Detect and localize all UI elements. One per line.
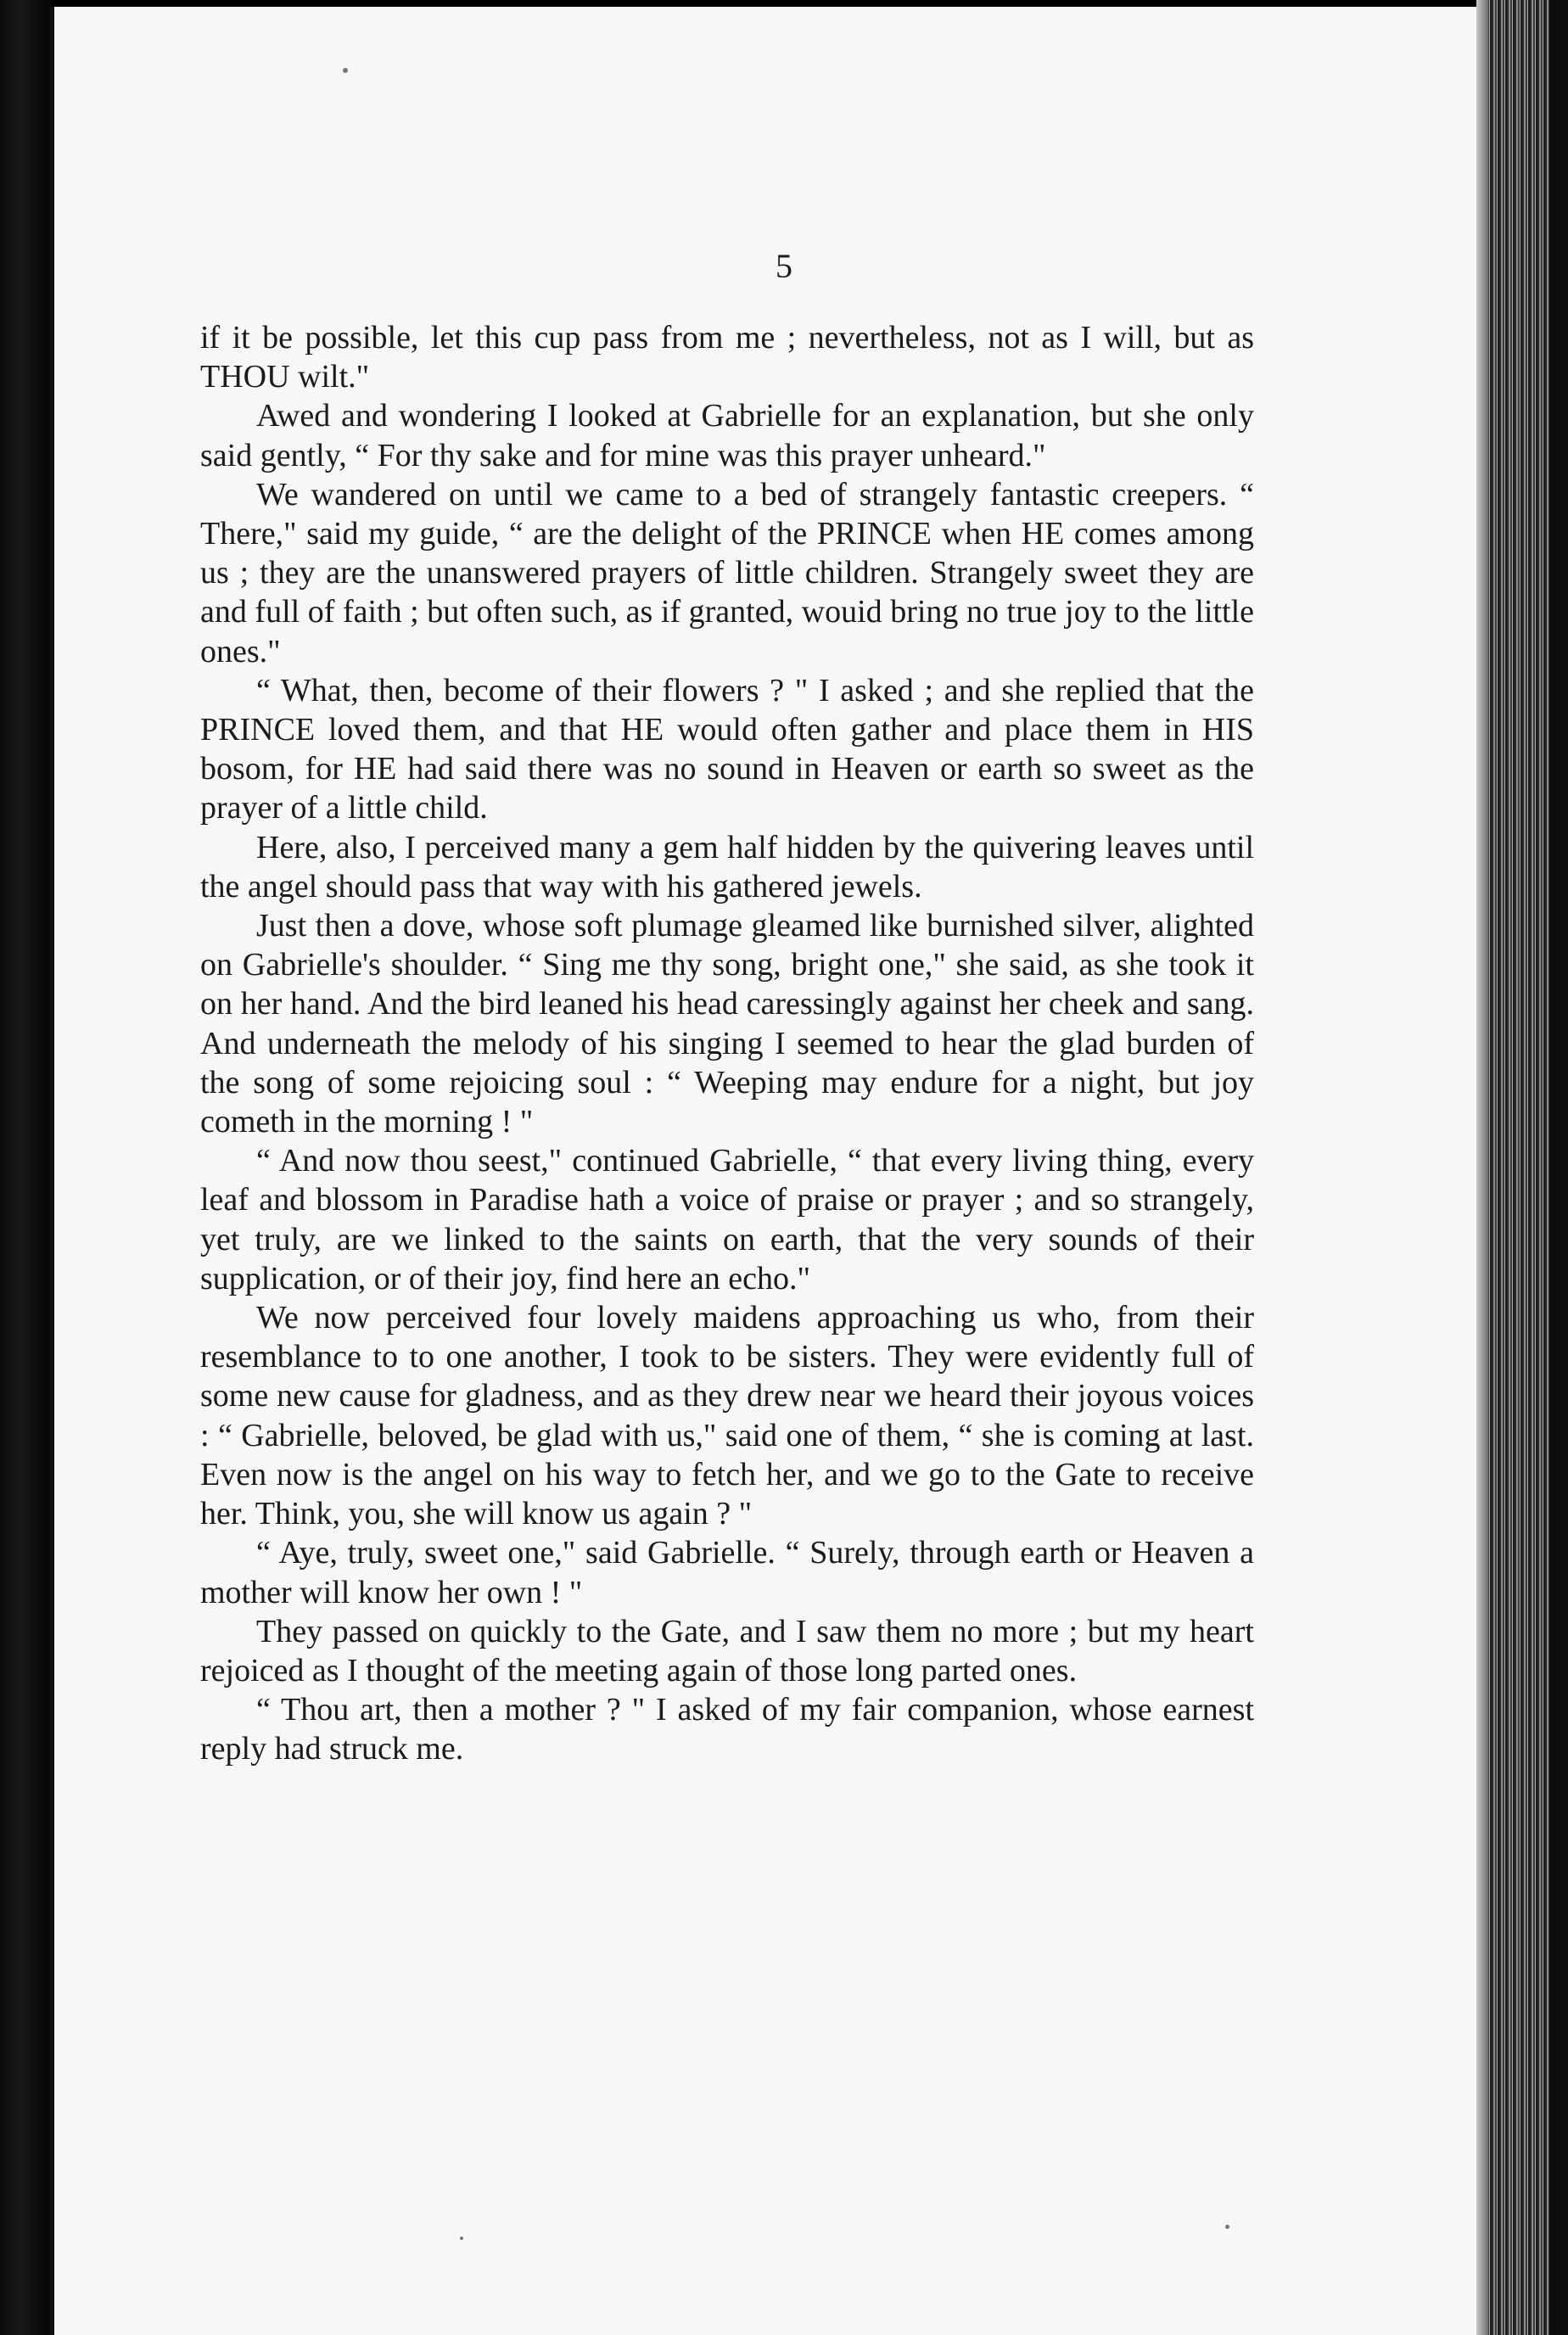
paragraph: Just then a dove, whose soft plumage gleamed like burnished silver, alighted on Gabrielle's shoulder. “ Sing me thy song, bright one," she said, as she took it on her hand. And the bird leaned his head caressingly against her cheek and sang. And underneath the melody of his singing I seemed to hear the glad burden of the song of some rejoicing soul : “ Weeping may endure for a night, but joy cometh in the morning ! " xyxy=(200,908,1254,1140)
body-text xyxy=(200,318,1254,1769)
paper-speck xyxy=(1225,2225,1229,2229)
paragraph: Here, also, I perceived many a gem half hidden by the quivering leaves until the angel should pass that way with his gathered jewels. xyxy=(200,829,1254,904)
paragraph: Awed and wondering I looked at Gabrielle for an explanation, but she only said gently, “ For thy sake and for mine was this prayer unheard." xyxy=(200,398,1254,473)
paragraph: “ Thou art, then a mother ? " I asked of my fair companion, whose earnest reply had struck me. xyxy=(200,1692,1254,1767)
paragraph: They passed on quickly to the Gate, and I saw them no more ; but my heart rejoiced as I thought of the meeting again of those long parted ones. xyxy=(200,1613,1254,1688)
book-fore-edge xyxy=(1476,0,1568,2335)
paragraph: We wandered on until we came to a bed of strangely fantastic creepers. “ There," said my guide, “ are the delight of the PRINCE when HE comes among us ; they are the unanswered prayers of little children. Strangely sweet they are and full of faith ; but often such, as if granted, wouid bring no true joy to the little ones." xyxy=(200,476,1254,669)
paragraph: We now perceived four lovely maidens approaching us who, from their resemblance to to one another, I took to be sisters. They were evidently full of some new cause for gladness, and as they drew near we heard their joyous voices : “ Gabrielle, beloved, be glad with us," said one of them, “ she is coming at last. Even now is the angel on his way to fetch her, and we go to the Gate to receive her. Think, you, she will know us again ? " xyxy=(200,1300,1254,1532)
paper-speck xyxy=(460,2237,463,2240)
left-page-edge xyxy=(0,0,51,2335)
paper-speck xyxy=(343,68,348,73)
paragraph: “ What, then, become of their flowers ? " I asked ; and she replied that the PRINCE loved them, and that HE would often gather and place them in HIS bosom, for HE had said there was no sound in Heaven or earth so sweet as the prayer of a little child. xyxy=(200,672,1254,826)
page-number: 5 xyxy=(776,247,792,285)
paragraph: “ Aye, truly, sweet one," said Gabrielle. “ Surely, through earth or Heaven a mother will know her own ! " xyxy=(200,1535,1254,1610)
paragraph: if it be possible, let this cup pass from me ; nevertheless, not as I will, but as THOU wilt." xyxy=(200,320,1254,395)
paragraph: “ And now thou seest," continued Gabrielle, “ that every living thing, every leaf and blossom in Paradise hath a voice of praise or prayer ; and so strangely, yet truly, are we linked to the saints on earth, that the very sounds of their supplication, or of their joy, find here an echo." xyxy=(200,1143,1254,1296)
